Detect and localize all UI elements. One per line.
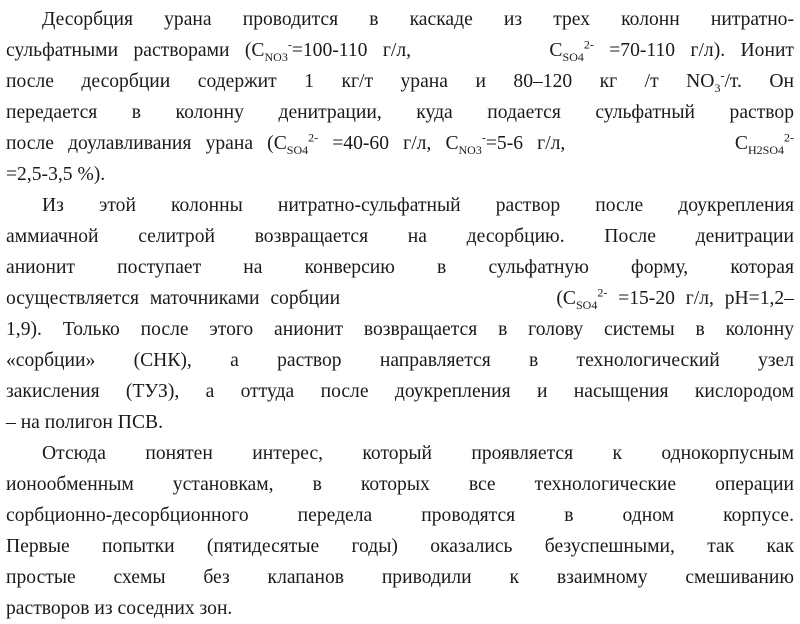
paragraph-line: аммиачной селитрой возвращается на десорбцию. После денитрации xyxy=(6,226,794,247)
paragraph-line: анионит поступает на конверсию в сульфатную форму, которая xyxy=(6,257,794,278)
paragraph-line: – на полигон ПСВ. xyxy=(6,412,163,433)
paragraph-line: растворов из соседних зон. xyxy=(6,598,233,619)
paragraph-line: ионообменным установкам, в которых все технологические операции xyxy=(6,474,794,495)
paragraph-line: Отсюда понятен интерес, который проявляется к однокорпусным xyxy=(42,443,794,464)
paragraph-line: закисления (ТУЗ), а оттуда после доукрепления и насыщения кислородом xyxy=(6,381,794,402)
paragraph-line: сульфатными растворами ($C_{NO3}^-=100-110$ г/л, $C_{SO4}^{2-} =70-110$ г/л). Ионит xyxy=(6,37,794,64)
paragraph-line: =2,5-3,5 %). xyxy=(6,164,106,185)
paragraph-1 xyxy=(6,4,794,190)
paragraph-line: Первые попытки (пятидесятые годы) оказались безуспешными, так как xyxy=(6,536,794,557)
paragraph-line: передается в колонну денитрации, куда подается сульфатный раствор xyxy=(6,102,794,123)
paragraph-line: 1,9). Только после этого анионит возвращается в голову системы в колонну xyxy=(6,319,794,340)
paragraph-line: после десорбции содержит 1 кг/т урана и 80–120 кг /т $NO_3^-/т$. Он xyxy=(6,68,794,95)
paragraph-line: осуществляется маточниками сорбции ($C_{SO4}^{2-} =15-20$ г/л, pH=1,2– xyxy=(6,285,794,312)
paragraph-line: «сорбции» (СНК), а раствор направляется в технологический узел xyxy=(6,350,794,371)
paragraph-line: Десорбция урана проводится в каскаде из трех колонн нитратно- xyxy=(42,9,794,30)
paragraph-line: Из этой колонны нитратно-сульфатный раствор после доукрепления xyxy=(42,195,794,216)
paragraph-line: после доулавливания урана ($C_{SO4}^{2-} =40-60$ г/л, $C_{NO3}^-=5-6$ г/л, $C_{H2SO4}^{2-}$ xyxy=(6,130,794,157)
paragraph-3 xyxy=(6,438,794,624)
paragraph-2 xyxy=(6,190,794,438)
paragraph-line: сорбционно-десорбционного передела проводятся в одном корпусе. xyxy=(6,505,794,526)
paragraph-line: простые схемы без клапанов приводили к взаимному смешиванию xyxy=(6,567,794,588)
